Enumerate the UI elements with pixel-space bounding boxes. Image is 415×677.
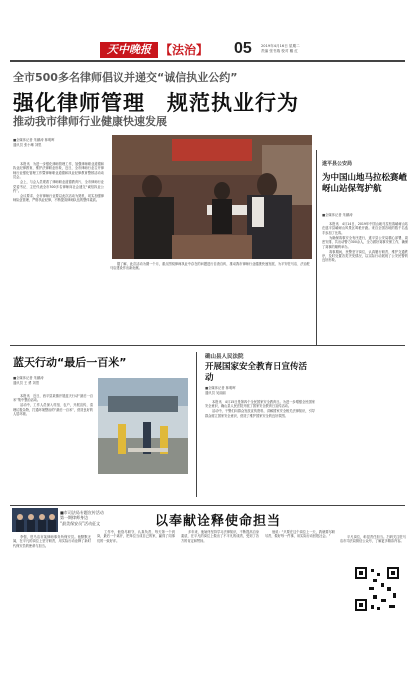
bottom-title: 以奉献诠释使命担当 [155,514,282,529]
side-paragraph: 为确保赛事安全有序进行，遂平县公安局精心部署，周密安排，共出动警力300余人，全力做好赛事安保工作，确保了赛事的顺利举办。 [322,235,408,249]
side-title: 为中国山地马拉松赛嵖岈山站保驾护航 [322,173,408,194]
lead-headline: 强化律师管理 规范执业行为 [13,91,299,115]
bottom-feature [10,505,405,665]
lower-left-photo [98,378,188,474]
center-lower-kicker: 确山县人民法院 [205,354,244,360]
lead-byline: ■全媒体记者 朱鹏涛 林明晖 通讯员 张小琳 刘思 [13,138,55,147]
lead-paragraph: 本报讯 为进一步强化律师管理工作，加强律师职业道德和执业纪律教育，维护法律职业形象，近日，全市律师行业召开律师行业强化管理工作暨律师职业道德和执业纪律教育整顿活动动员会。 [13,162,104,180]
center-lower-body [205,400,315,419]
bottom-photo [12,508,58,532]
lead-kicker: 全市500多名律师倡议并递交“诚信执业公约” [13,71,238,84]
lead-paragraph: 据了解，此次活动为期一个月，重点围绕律师执业中存在的问题进行自查自纠，推动我市律师行业健康快速发展，为平安驻马店、法治驻马店建设作出新贡献。 [110,262,310,271]
bottom-column [265,530,335,539]
side-paragraph: 本报讯 4月14日，2019年中国山地马拉松赛嵖岈山站在遂平县嵖岈山风景区鸣枪开跑。来自全国各地的数千名选手参加了比赛。 [322,222,408,235]
bottom-paragraph: 李强，驻马店市某律师事务所保安员。他默默无闻，在平凡的岗位上坚守职责，用实际行动诠释了新时代保安员的使命与担当。 [13,535,91,548]
group-photo-image [12,508,58,532]
side-byline: ■全媒体记者 朱鹏涛 [322,213,353,217]
lead-body-continued [110,262,310,271]
column-rule [196,352,197,497]
bottom-paragraph: 多年来，他始终坚持学习法律知识，不断提高自身素质，在平凡的岗位上做出了不平凡的成绩，受到了各方的肯定和赞扬。 [181,530,259,543]
lower-left-title: 蓝天行动“最后一百米” [13,356,127,369]
bottom-paragraph: 平凡岗位，彰显责任担当。扫码关注驻马店市司法局微信公众号，了解更多精彩内容。 [340,535,406,544]
bottom-series-label: ■市司法局专题宣传活动 第一期律师身边 “最美保安员”活动征文 [60,510,104,526]
lower-left-byline: ■全媒体记者 朱鹏涛 通讯员 王 勇 刘思 [13,376,44,385]
ceremony-photo-image [112,135,312,259]
date-line [261,44,321,54]
lead-photo [112,135,312,259]
side-body [322,222,408,263]
center-lower-title: 开展国家安全教育日宣传活动 [205,362,308,383]
bottom-paragraph: 工作中，他恪尽职守，认真负责，每天第一个到岗，最后一个离开，把单位当成自己的家，赢得了同事们的一致好评。 [97,530,175,543]
side-kicker: 遂平县公安局 [322,161,353,167]
date-text: 2019年4月16日 星期二 [261,44,300,48]
bottom-column [181,530,259,544]
column-rule [316,150,317,345]
editor-text: 责编 张书瑞 校对 戴 红 [261,49,298,53]
bottom-column [340,535,406,544]
lead-paragraph: 会上，与会人员观看了律师职业道德教育片，全市律师行业党委书记、主任代表全市500多名律师向社会递交“诚信执业公约”。 [13,180,104,194]
newspaper-logo: 天中晚报 [100,42,158,58]
lead-body [13,162,104,203]
checkpoint-photo-image [98,378,188,474]
section-rule [10,345,405,346]
lower-left-paragraph: 活动中，工作人员深入村组、农户，开展宣传，清理垃圾杂物，打通环境整治的“最后一百米”，营造良好的人居环境。 [13,403,93,417]
center-lower-paragraph: 本报讯 4月15日是第四个全民国家安全教育日。为进一步增强全民国家安全意识，确山县人民法院开展了国家安全教育日宣传活动。 [205,400,315,409]
bottom-paragraph: 他说：“只要在这个岗位上一天，我就要尽职尽责，做好每一件事，用实际行动回报社会。” [265,530,335,539]
section-label: 【法治】 [160,43,209,57]
page-number: 05 [234,40,252,57]
qr-code-icon[interactable] [353,565,401,613]
lead-paragraph: 会议要求，全市律师行业要以此次活动为契机，切实加强律师队伍管理，严格执业纪律，不断提高律师队伍的整体素质。 [13,194,104,203]
bottom-column [97,530,175,544]
qr-code-image [353,565,401,613]
lower-left-body [13,394,93,417]
center-lower-byline: ■全媒体记者 林明晖 通讯员 吴丽丽 [205,386,236,395]
lead-subhead: 推动我市律师行业健康快速发展 [13,115,167,128]
header-rule [10,60,405,62]
center-lower-paragraph: 活动中，干警们向群众发放宣传资料，讲解国家安全相关法律知识，引导群众树立国家安全意识，营造了维护国家安全的良好氛围。 [205,409,315,418]
bottom-column [13,535,91,549]
lower-left-paragraph: 本报讯 近日，西平县某镇开展蓝天行动“最后一百米”集中整治活动。 [13,394,93,403]
side-paragraph: 赛事期间，民警坚守岗位，认真履行职责，维护交通秩序，及时处置各类突发情况，以实际行动展现了公安民警的良好形象。 [322,249,408,263]
